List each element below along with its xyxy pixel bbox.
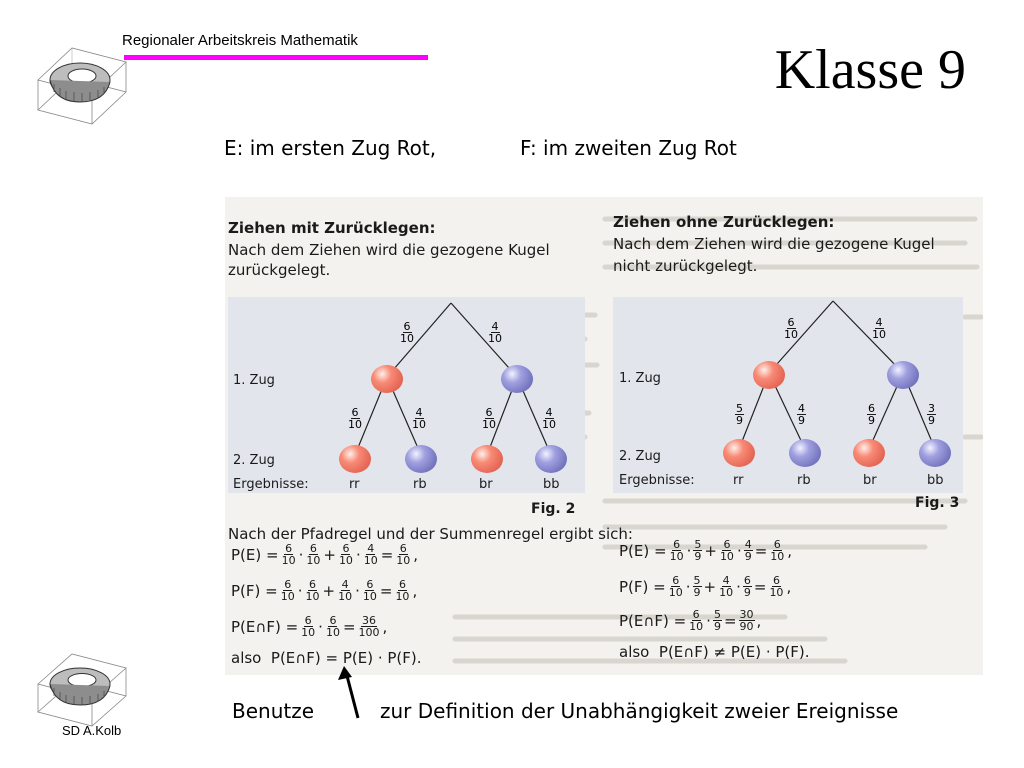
right-formula-conclusion: also P(E∩F) ≠ P(E) · P(F). bbox=[619, 643, 810, 661]
left-text-line2: zurückgelegt. bbox=[228, 261, 331, 279]
left-prob-top-left: $\frac{6}{10}$ bbox=[400, 320, 414, 345]
tree-diagram-lines bbox=[225, 197, 983, 675]
fig2-caption: Fig. 2 bbox=[531, 501, 576, 517]
ball-red-level2-right bbox=[853, 439, 885, 467]
ball-blue-level2-left bbox=[535, 445, 567, 473]
right-result-br: br bbox=[863, 473, 877, 488]
left-prob-rr: $\frac{4}{10}$ bbox=[542, 406, 556, 431]
left-formula-conclusion: also P(E∩F) = P(E) · P(F). bbox=[231, 649, 422, 667]
event-e-definition: E: im ersten Zug Rot, bbox=[224, 136, 437, 160]
ball-blue-level1-left bbox=[501, 365, 533, 393]
right-formula-pef: P(E∩F) = $\frac{6}{10}$ · $\frac{5}{9}$ = $\frac{30}{90}$ , bbox=[619, 608, 762, 633]
left-zug1-label: 1. Zug bbox=[233, 373, 275, 388]
ball-red-level2-right bbox=[723, 439, 755, 467]
right-ergebnisse-label: Ergebnisse: bbox=[619, 473, 695, 488]
left-ergebnisse-label: Ergebnisse: bbox=[233, 477, 309, 492]
right-result-bb: bb bbox=[927, 473, 944, 488]
header-accent-rule bbox=[124, 55, 428, 60]
right-text-line2: nicht zurückgelegt. bbox=[613, 257, 758, 275]
right-result-rr: rr bbox=[733, 473, 744, 488]
ball-blue-level2-right bbox=[919, 439, 951, 467]
left-prob-rl: $\frac{6}{10}$ bbox=[482, 406, 496, 431]
right-formula-pf: P(F) = $\frac{6}{10}$ · $\frac{5}{9}$ + $\frac{4}{10}$ · $\frac{6}{9}$ = $\frac{6}{10}$ , bbox=[619, 574, 792, 599]
right-prob-rl: $\frac{6}{9}$ bbox=[868, 402, 875, 427]
left-result-rb: rb bbox=[413, 477, 427, 492]
left-prob-ll: $\frac{6}{10}$ bbox=[348, 406, 362, 431]
right-result-rb: rb bbox=[797, 473, 811, 488]
right-text-line1: Nach dem Ziehen wird die gezogene Kugel bbox=[613, 235, 935, 253]
textbook-scan bbox=[225, 197, 983, 675]
footer-definition: zur Definition der Unabhängigkeit zweier Ereignisse bbox=[380, 699, 899, 723]
footer-benutze: Benutze bbox=[232, 699, 315, 723]
right-prob-top-left: $\frac{6}{10}$ bbox=[784, 316, 798, 341]
up-arrow-icon bbox=[334, 666, 370, 722]
left-formula-pef: P(E∩F) = $\frac{6}{10}$ · $\frac{6}{10}$ = $\frac{36}{100}$ , bbox=[231, 614, 388, 639]
ball-red-level1-right bbox=[753, 361, 785, 389]
right-zug2-label: 2. Zug bbox=[619, 449, 661, 464]
right-formula-pe: P(E) = $\frac{6}{10}$ · $\frac{5}{9}$ + $\frac{6}{10}$ · $\frac{4}{9}$ = $\frac{6}{10}$ , bbox=[619, 538, 793, 563]
ball-blue-level2-left bbox=[405, 445, 437, 473]
torus-logo-top bbox=[30, 30, 130, 130]
left-prob-lr: $\frac{4}{10}$ bbox=[412, 406, 426, 431]
ball-red-level2-left bbox=[471, 445, 503, 473]
right-prob-rr: $\frac{3}{9}$ bbox=[928, 402, 935, 427]
fig3-caption: Fig. 3 bbox=[915, 495, 960, 511]
right-prob-top-right: $\frac{4}{10}$ bbox=[872, 316, 886, 341]
ball-red-level1-left bbox=[371, 365, 403, 393]
left-zug2-label: 2. Zug bbox=[233, 453, 275, 468]
ball-red-level2-left bbox=[339, 445, 371, 473]
slide-title: Klasse 9 bbox=[774, 39, 966, 101]
ball-blue-level1-right bbox=[887, 361, 919, 389]
ball-blue-level2-right bbox=[789, 439, 821, 467]
left-prob-top-right: $\frac{4}{10}$ bbox=[488, 320, 502, 345]
right-prob-lr: $\frac{4}{9}$ bbox=[798, 402, 805, 427]
header-label: Regionaler Arbeitskreis Mathematik bbox=[122, 32, 358, 49]
left-heading: Ziehen mit Zurücklegen: bbox=[228, 219, 436, 237]
left-formula-pe: P(E) = $\frac{6}{10}$ · $\frac{6}{10}$ + $\frac{6}{10}$ · $\frac{4}{10}$ = $\frac{6}{10}$ , bbox=[231, 542, 419, 567]
torus-logo-bottom bbox=[30, 640, 130, 730]
left-formula-pf: P(F) = $\frac{6}{10}$ · $\frac{6}{10}$ + $\frac{4}{10}$ · $\frac{6}{10}$ = $\frac{6}{10}$ , bbox=[231, 578, 418, 603]
rule-text: Nach der Pfadregel und der Summenregel ergibt sich: bbox=[228, 525, 633, 543]
left-text-line1: Nach dem Ziehen wird die gezogene Kugel bbox=[228, 241, 550, 259]
right-zug1-label: 1. Zug bbox=[619, 371, 661, 386]
right-heading: Ziehen ohne Zurücklegen: bbox=[613, 213, 835, 231]
left-result-bb: bb bbox=[543, 477, 560, 492]
left-result-br: br bbox=[479, 477, 493, 492]
event-f-definition: F: im zweiten Zug Rot bbox=[520, 136, 737, 160]
right-prob-ll: $\frac{5}{9}$ bbox=[736, 402, 743, 427]
left-result-rr: rr bbox=[349, 477, 360, 492]
author-credit: SD A.Kolb bbox=[62, 723, 122, 738]
